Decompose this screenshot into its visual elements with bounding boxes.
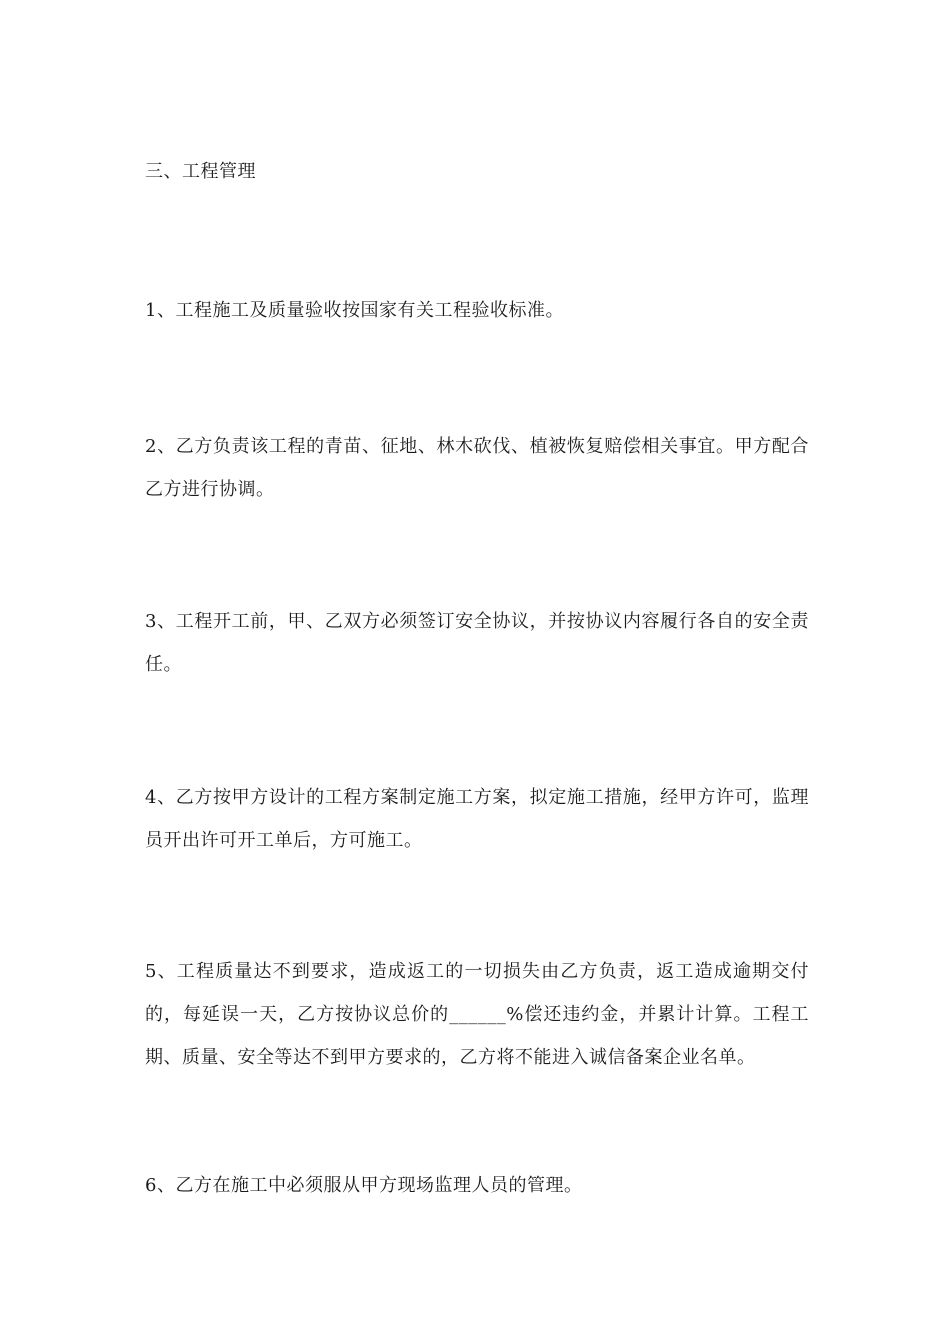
clause-3: 3、工程开工前，甲、乙双方必须签订安全协议，并按协议内容履行各自的安全责任。 [145,611,809,675]
clause-4: 4、乙方按甲方设计的工程方案制定施工方案，拟定施工措施，经甲方许可，监理员开出许可开工单后，方可施工。 [145,787,809,851]
clause-1: 1、工程施工及质量验收按国家有关工程验收标准。 [145,300,564,321]
clause-5: 5、工程质量达不到要求，造成返工的一切损失由乙方负责，返工造成逾期交付的，每延误一天，乙方按协议总价的______%偿还违约金，并累计计算。工程工期、质量、安全等达不到甲方要求的，乙方将不能进入诚信备案企业名单。 [145,961,809,1068]
section-heading: 三、工程管理 [145,161,256,182]
clause-6: 6、乙方在施工中必须服从甲方现场监理人员的管理。 [145,1175,583,1196]
clause-2: 2、乙方负责该工程的青苗、征地、林木砍伐、植被恢复赔偿相关事宜。甲方配合乙方进行协调。 [145,436,809,500]
